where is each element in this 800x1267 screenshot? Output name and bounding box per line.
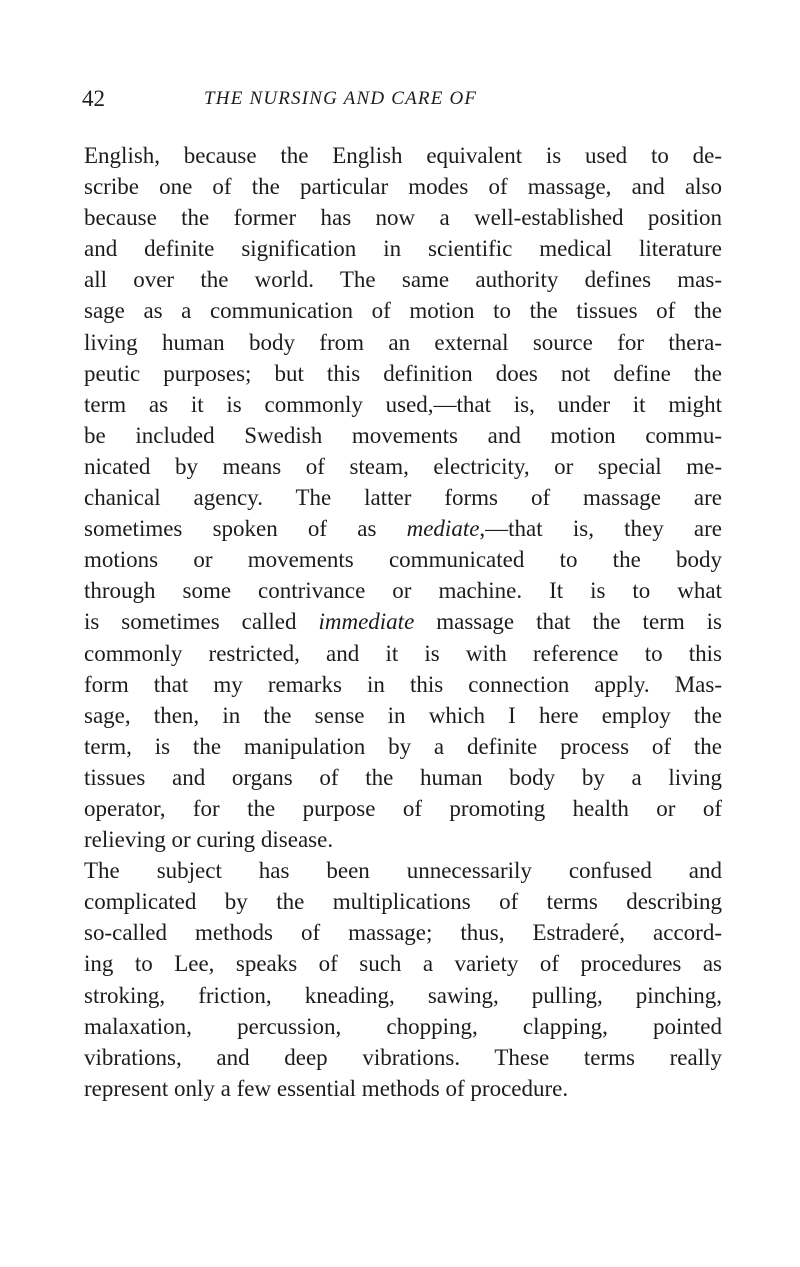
text-segment: sage, then, in the sense in which I here employ the — [84, 702, 722, 728]
text-segment: English, because the English equivalent is used to de- — [84, 143, 722, 168]
text-segment: is sometimes called — [84, 609, 319, 635]
text-segment: motions or movements communicated to the body — [84, 547, 722, 573]
text-segment: sometimes spoken of as — [84, 516, 407, 542]
text-line — [84, 544, 722, 575]
text-line — [84, 482, 722, 513]
text-line — [84, 233, 722, 264]
text-line — [84, 917, 722, 948]
text-segment: malaxation, percussion, chopping, clapping, pointed — [84, 1013, 722, 1039]
text-line — [84, 575, 722, 606]
text-line — [84, 886, 722, 917]
text-line — [84, 1042, 722, 1073]
text-segment: sage as a communication of motion to the tissues of the — [84, 298, 722, 324]
paragraph — [84, 140, 722, 855]
text-segment: all over the world. The same authority defines mas- — [84, 267, 722, 293]
text-line — [84, 669, 722, 700]
text-segment: so-called methods of massage; thus, Estraderé, accord- — [84, 920, 722, 946]
text-line — [84, 731, 722, 762]
text-line — [84, 171, 722, 202]
text-line — [84, 1011, 722, 1042]
text-line — [84, 295, 722, 326]
text-segment: chanical agency. The latter forms of massage are — [84, 485, 722, 511]
text-line — [84, 638, 722, 669]
text-segment: ing to Lee, speaks of such a variety of procedures as — [84, 951, 722, 977]
text-segment: nicated by means of steam, electricity, or special me- — [84, 453, 722, 479]
text-line — [84, 420, 722, 451]
text-line — [84, 948, 722, 979]
text-line — [84, 389, 722, 420]
text-segment: commonly restricted, and it is with reference to this — [84, 640, 722, 666]
text-line — [84, 980, 722, 1011]
text-line — [84, 700, 722, 731]
text-line — [84, 793, 722, 824]
text-segment: The subject has been unnecessarily confused and — [84, 858, 722, 884]
text-line — [84, 606, 722, 637]
text-segment: represent only a few essential methods of procedure. — [84, 1075, 569, 1101]
text-segment: living human body from an external source for thera- — [84, 329, 722, 355]
text-line — [84, 264, 722, 295]
text-segment: complicated by the multiplications of terms describing — [84, 889, 722, 915]
text-segment: term as it is commonly used,—that is, under it might — [84, 391, 722, 417]
italic-term: mediate — [406, 516, 480, 542]
text-segment: through some contrivance or machine. It is to what — [84, 578, 722, 604]
text-segment: ,—that is, they are — [479, 516, 722, 542]
text-line — [84, 451, 722, 482]
text-line — [84, 824, 722, 855]
text-segment: and definite signification in scientific medical literature — [84, 236, 722, 262]
text-segment: vibrations, and deep vibrations. These terms really — [84, 1044, 722, 1070]
text-segment: because the former has now a well-established position — [84, 205, 722, 231]
page-header — [82, 84, 722, 114]
text-line — [84, 140, 722, 171]
paragraph — [84, 855, 722, 1104]
text-segment: peutic purposes; but this definition does not define the — [84, 360, 722, 386]
text-line — [84, 762, 722, 793]
text-segment: massage that the term is — [414, 609, 722, 635]
text-segment: scribe one of the particular modes of massage, and also — [84, 174, 722, 200]
page-number: 42 — [82, 86, 105, 111]
text-segment: be included Swedish movements and motion commu- — [84, 422, 722, 448]
italic-term: immediate — [318, 609, 415, 635]
text-segment: relieving or curing disease. — [84, 827, 334, 853]
text-segment: stroking, friction, kneading, sawing, pulling, pinching, — [84, 982, 722, 1008]
text-line — [84, 202, 722, 233]
body-text — [84, 140, 722, 1104]
text-segment: form that my remarks in this connection apply. Mas- — [84, 671, 722, 697]
text-line — [84, 513, 722, 544]
text-line — [84, 358, 722, 389]
running-title: THE NURSING AND CARE OF — [204, 88, 478, 109]
text-line — [84, 1073, 722, 1104]
text-segment: operator, for the purpose of promoting health or of — [84, 795, 722, 821]
text-segment: term, is the manipulation by a definite process of the — [84, 733, 722, 759]
text-line — [84, 855, 722, 886]
text-segment: tissues and organs of the human body by a living — [84, 764, 722, 790]
text-line — [84, 327, 722, 358]
